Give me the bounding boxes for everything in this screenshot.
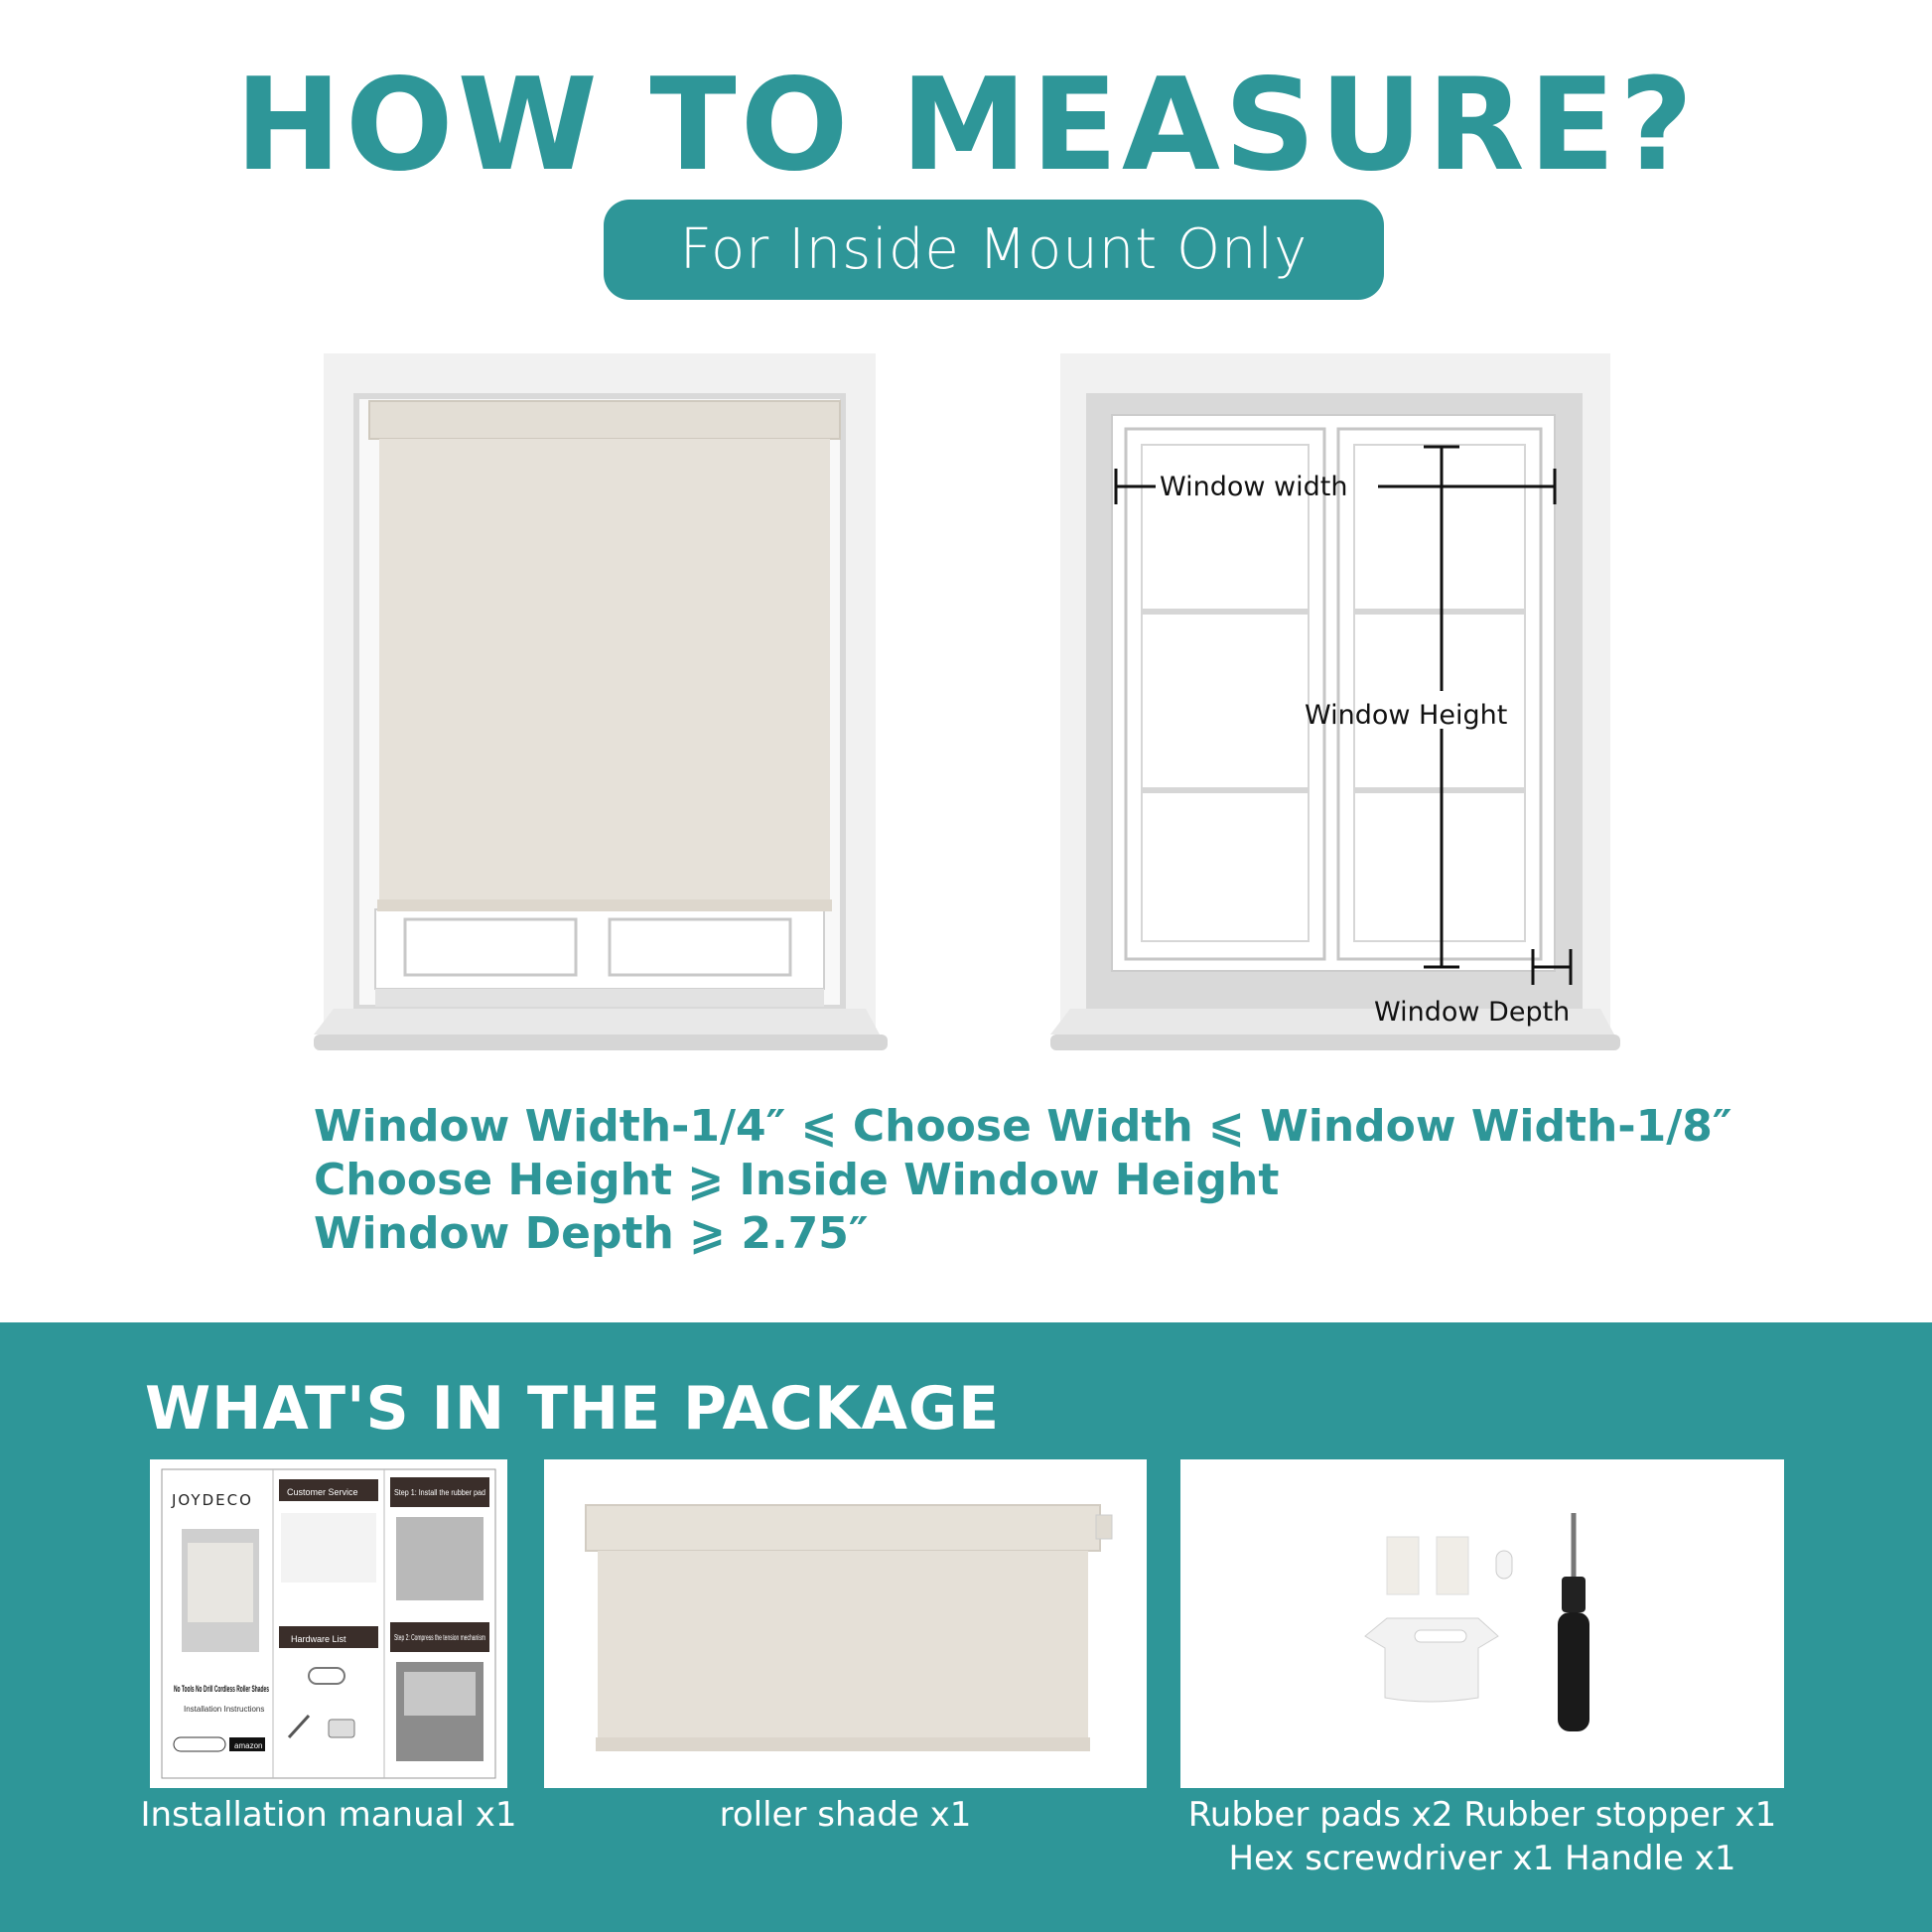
mount-type-badge: For Inside Mount Only [604, 200, 1384, 300]
window-height-label: Window Height [1305, 700, 1508, 731]
manual-cover-sub: Installation Instructions [184, 1705, 265, 1714]
height-rule: Choose Height ⩾ Inside Window Height [314, 1155, 1280, 1205]
page-title: HOW TO MEASURE? [234, 52, 1698, 200]
manual-amazon: amazon [234, 1741, 263, 1750]
measure-window-illustration [1050, 353, 1620, 1064]
window-width-label: Window width [1160, 472, 1348, 502]
package-title: WHAT'S IN THE PACKAGE [145, 1374, 1001, 1444]
roller-shade-image [544, 1459, 1147, 1788]
hardware-caption [1148, 1793, 1817, 1880]
manual-image [150, 1459, 507, 1788]
manual-caption: Installation manual x1 [140, 1795, 517, 1835]
hardware-caption-line2: Hex screwdriver x1 Handle x1 [1228, 1839, 1736, 1878]
manual-hw-title: Hardware List [291, 1634, 346, 1644]
measurement-rules [314, 1100, 1732, 1261]
manual-cover-title: No Tools No Drill Cordless Roller Shades [174, 1684, 269, 1694]
shade-window-illustration [314, 353, 888, 1064]
manual-cs-title: Customer Service [287, 1487, 358, 1497]
manual-step1: Step 1: Install the rubber pad [394, 1488, 485, 1497]
manual-brand: JOYDECO [172, 1491, 253, 1509]
depth-rule: Window Depth ⩾ 2.75″ [314, 1208, 869, 1259]
package-section [0, 1322, 1932, 1932]
hardware-image [1180, 1459, 1784, 1788]
width-rule: Window Width-1/4″ ⩽ Choose Width ⩽ Window Width-1/8″ [314, 1101, 1732, 1152]
manual-step2: Step 2: Compress the tension mechanism [394, 1633, 486, 1642]
hardware-caption-line1: Rubber pads x2 Rubber stopper x1 [1187, 1795, 1777, 1835]
window-depth-label: Window Depth [1374, 997, 1571, 1028]
roller-shade-caption: roller shade x1 [719, 1795, 972, 1835]
